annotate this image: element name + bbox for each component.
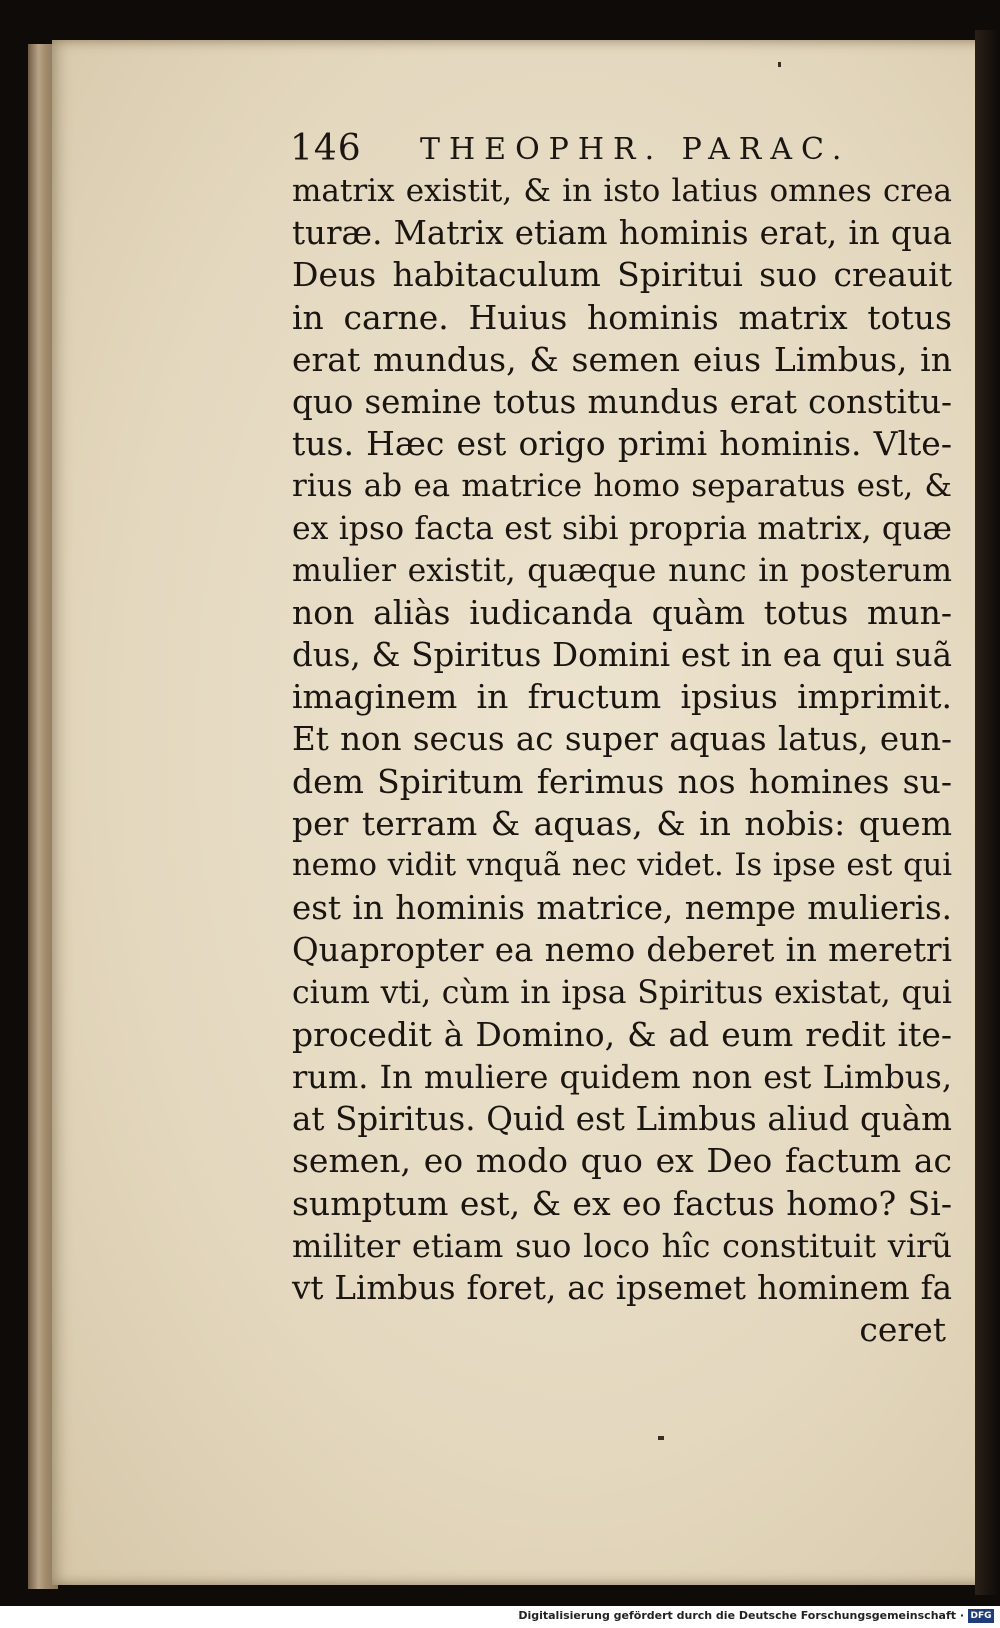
- ink-speck: [658, 1436, 664, 1440]
- text-line: turæ. Matrix etiam hominis erat, in qua: [292, 214, 952, 253]
- body-text: [292, 170, 952, 1351]
- running-head: THEOPHR. PARAC.: [420, 132, 851, 167]
- text-line: Deus habitaculum Spiritui suo creauit: [292, 255, 952, 295]
- text-line: nemo vidit vnquã nec videt. Is ipse est qui: [292, 848, 952, 883]
- text-line: mulier existit, quæque nunc in posterum: [292, 552, 952, 589]
- text-line: imaginem in fructum ipsius imprimit.: [292, 677, 952, 717]
- text-line: non aliàs iudicanda quàm totus mun-: [292, 592, 952, 632]
- ink-speck: [778, 62, 781, 67]
- text-line: per terram & aquas, & in nobis: quem: [292, 803, 952, 843]
- text-line: in carne. Huius hominis matrix totus: [292, 297, 952, 337]
- text-line: est in hominis matrice, nempe mulieris.: [292, 889, 952, 928]
- page-number: 146: [290, 128, 362, 169]
- text-line: ex ipso facta est sibi propria matrix, quæ: [292, 510, 952, 547]
- digitization-credit-bar: [0, 1606, 1000, 1628]
- text-line: militer etiam suo loco hîc constituit virũ: [292, 1226, 952, 1265]
- text-line: sumptum est, & ex eo factus homo? Si-: [292, 1183, 952, 1223]
- text-line: cium vti, cùm in ipsa Spiritus existat, qui: [292, 974, 952, 1011]
- text-line: semen, eo modo quo ex Deo factum ac: [292, 1141, 952, 1181]
- text-line: tus. Hæc est origo primi hominis. Vlte-: [292, 424, 952, 464]
- credit-text: Digitalisierung gefördert durch die Deutsche Forschungsgemeinschaft ·: [518, 1609, 964, 1622]
- gutter-shadow: [975, 30, 1000, 1595]
- text-line: at Spiritus. Quid est Limbus aliud quàm: [292, 1100, 952, 1139]
- dfg-logo: DFG: [968, 1609, 994, 1623]
- text-line: Et non secus ac super aquas latus, eun-: [292, 720, 952, 759]
- text-line: rius ab ea matrice homo separatus est, &: [292, 468, 952, 505]
- text-line: matrix existit, & in isto latius omnes crea: [292, 173, 952, 209]
- text-line: rum. In muliere quidem non est Limbus,: [292, 1057, 952, 1096]
- text-line: vt Limbus foret, ac ipsemet hominem fa: [292, 1268, 952, 1307]
- text-line: quo semine totus mundus erat constitu-: [292, 382, 952, 421]
- text-line: erat mundus, & semen eius Limbus, in: [292, 339, 952, 379]
- text-line: procedit à Domino, & ad eum redit ite-: [292, 1014, 952, 1054]
- text-line: dus, & Spiritus Domini est in ea qui suã: [292, 636, 952, 675]
- text-line: dem Spiritum ferimus nos homines su-: [292, 761, 952, 801]
- text-line: Quapropter ea nemo deberet in meretri: [292, 931, 952, 970]
- catchword: ceret: [859, 1310, 946, 1350]
